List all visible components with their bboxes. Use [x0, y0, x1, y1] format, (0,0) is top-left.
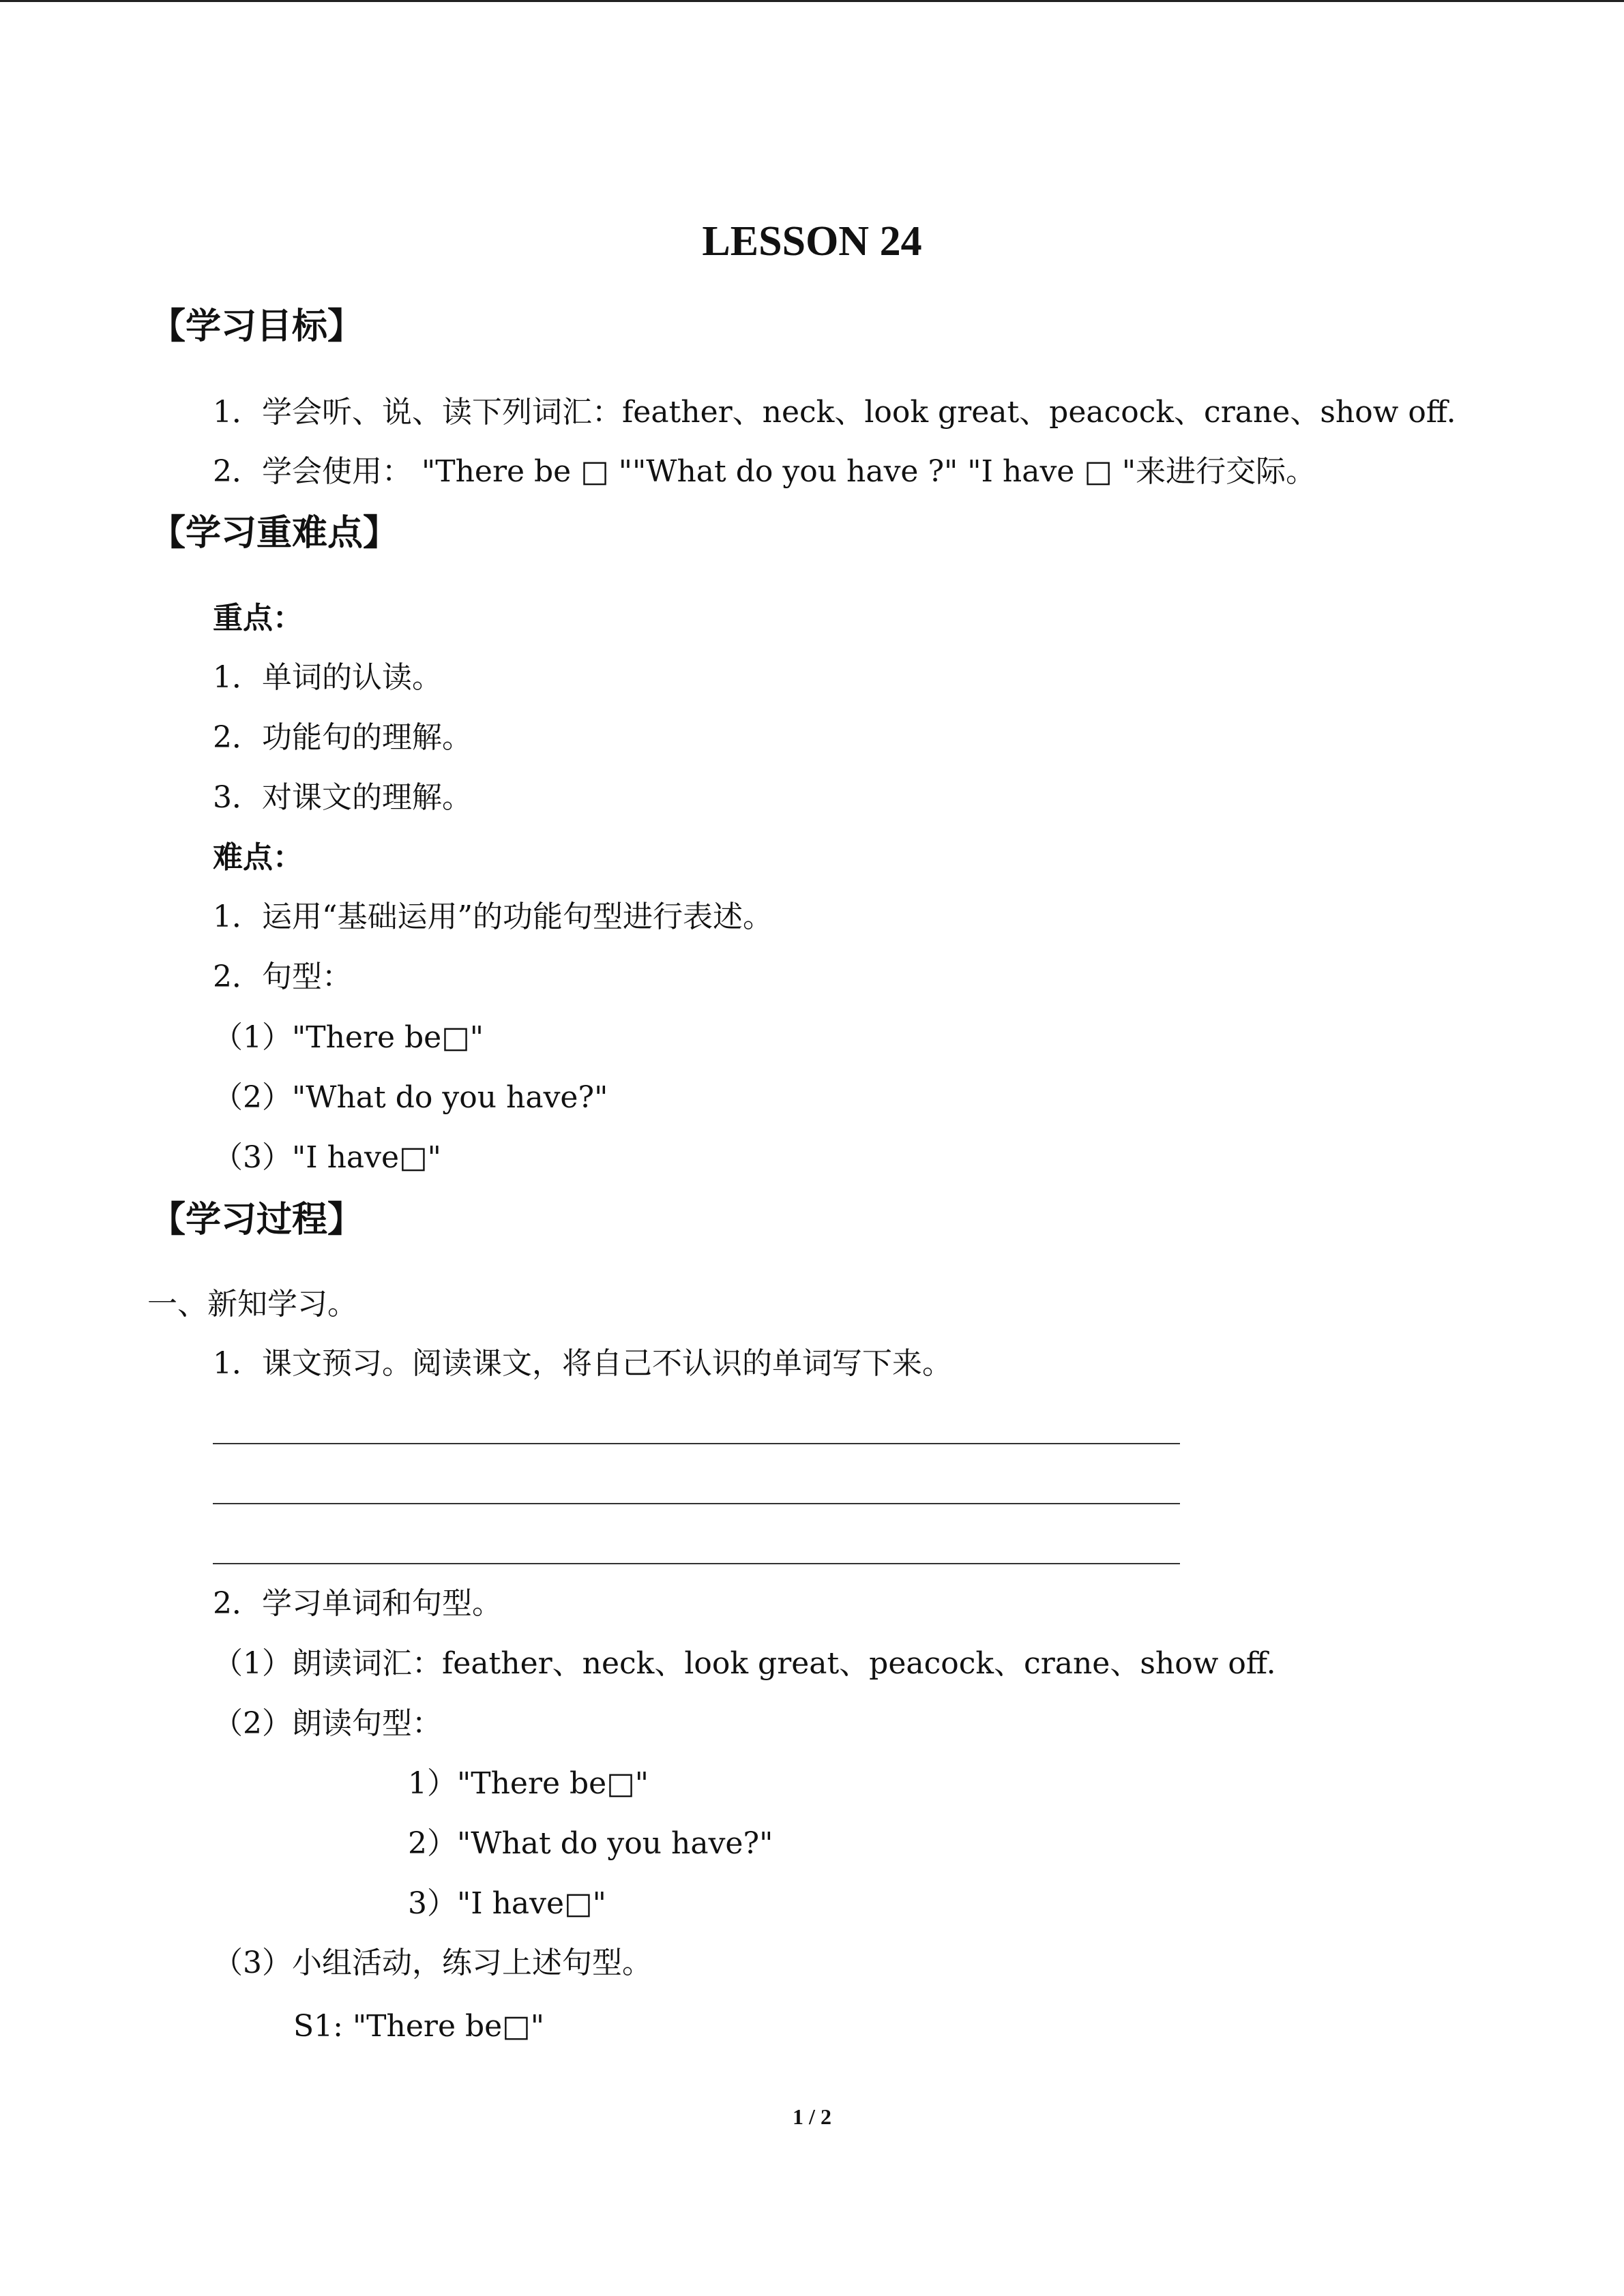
pattern-1: （1）"There be□": [213, 1020, 484, 1055]
process-heading: 【学习过程】: [150, 1199, 364, 1240]
difficult-item-1: 1．运用“基础运用”的功能句型进行表述。: [213, 899, 773, 934]
key-item-3: 3．对课文的理解。: [213, 780, 472, 815]
keypoints-heading: 【学习重难点】: [150, 513, 399, 554]
dialog-line-s1: S1: "There be□": [293, 2009, 544, 2044]
pattern-2: （2）"What do you have?": [213, 1080, 608, 1115]
pattern-3: （3）"I have□": [213, 1140, 441, 1175]
step-1: 1．课文预习。阅读课文，将自己不认识的单词写下来。: [213, 1346, 952, 1381]
answer-line-3[interactable]: [213, 1563, 1180, 1564]
answer-line-1[interactable]: [213, 1443, 1180, 1444]
answer-line-2[interactable]: [213, 1503, 1180, 1504]
goal-item-1: 1．学会听、说、读下列词汇：feather、neck、look great、peacock、crane、show off.: [213, 395, 1456, 430]
difficult-item-2: 2．句型：: [213, 959, 352, 994]
key-item-1: 1．单词的认读。: [213, 660, 442, 695]
sub-step-1: （1）朗读词汇：feather、neck、look great、peacock、crane、show off.: [213, 1646, 1276, 1681]
section-1-title: 一、新知学习。: [147, 1287, 357, 1322]
page-number: 1 / 2: [793, 2104, 831, 2129]
sentence-pattern-1: 1）"There be□": [408, 1766, 649, 1801]
sentence-pattern-2: 2）"What do you have?": [408, 1826, 773, 1861]
difficult-label: 难点：: [213, 840, 303, 875]
step-2: 2．学习单词和句型。: [213, 1586, 502, 1621]
sub-step-2: （2）朗读句型：: [213, 1706, 442, 1741]
goal-item-2: 2．学会使用： "There be □ ""What do you have ?" "I have □ "来进行交际。: [213, 454, 1316, 489]
key-label: 重点：: [213, 601, 303, 636]
page-title: LESSON 24: [702, 218, 922, 265]
sub-step-3: （3）小组活动，练习上述句型。: [213, 1945, 652, 1980]
goals-heading: 【学习目标】: [150, 306, 364, 347]
sentence-pattern-3: 3）"I have□": [408, 1886, 606, 1921]
key-item-2: 2．功能句的理解。: [213, 720, 472, 755]
